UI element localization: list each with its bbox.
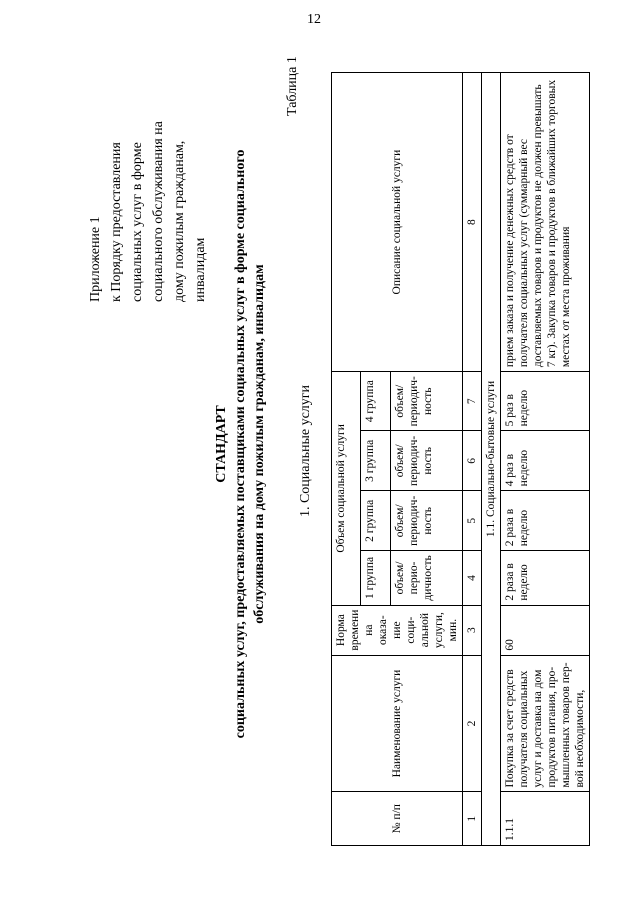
row-group-1: 2 раза в неделю <box>501 551 590 605</box>
header-volume: Объем социальной услуги <box>332 372 361 605</box>
header-group-1: 1 группа <box>361 551 390 605</box>
row-description: прием заказа и получение денежных средств от получателя социальных услуг (суммарный вес доставляемых товаров и продуктов не должен превышать 7 кг). Закупка товаров и продуктов в ближайших торговых местах от места проживания <box>501 73 590 372</box>
col-number: 5 <box>463 491 482 551</box>
header-group-4: 4 группа <box>361 372 390 431</box>
appendix-line: Приложение 1 <box>88 216 103 302</box>
title-line-2: обслуживания на дому пожилым гражданам, инвалидам <box>252 264 267 624</box>
row-group-2: 2 раза в неделю <box>501 491 590 551</box>
header-num: № п/п <box>332 792 463 846</box>
header-name: Наименование услуги <box>332 655 463 792</box>
group-sub-1: объем/ перио-дичность <box>390 551 462 605</box>
row-num: 1.1.1 <box>501 792 590 846</box>
row-group-4: 5 раз в неделю <box>501 372 590 431</box>
subsection-heading: 1.1. Социально-бытовые услуги <box>482 73 501 846</box>
title-main: СТАНДАРТ <box>214 405 229 483</box>
header-description: Описание социальной услуги <box>332 73 463 372</box>
group-sub-4: объем/ периодич-ность <box>390 372 462 431</box>
title-line-1: социальных услуг, предоставляемых поставщиками социальных услуг в форме социального <box>233 149 248 739</box>
row-group-3: 4 раз в неделю <box>501 431 590 491</box>
table-label: Таблица 1 <box>285 56 300 116</box>
col-number: 6 <box>463 431 482 491</box>
appendix-line: социального обслуживания на <box>151 121 166 302</box>
column-number-row <box>463 73 482 846</box>
row-name: Покупка за счет средств получателя социальных услуг и доставка на дом продуктов питания, про-мышленных товаров пер-вой необходимости, <box>501 655 590 792</box>
row-norm: 60 <box>501 605 590 655</box>
header-group-2: 2 группа <box>361 491 390 551</box>
subsection-row <box>482 73 501 846</box>
appendix-line: к Порядку предоставления <box>109 142 124 302</box>
group-sub-2: объем/ периодич-ность <box>390 491 462 551</box>
page-number: 12 <box>307 12 321 27</box>
header-group-3: 3 группа <box>361 431 390 491</box>
appendix-line: социальных услуг в форме <box>130 142 145 302</box>
table-row <box>501 73 590 846</box>
col-number: 2 <box>463 655 482 792</box>
header-norm: Норма времени на оказа-ние соци-альной услуги, мин. <box>332 605 463 655</box>
col-number: 3 <box>463 605 482 655</box>
col-number: 1 <box>463 792 482 846</box>
header-row <box>332 73 361 846</box>
document-title <box>212 104 269 784</box>
col-number: 4 <box>463 551 482 605</box>
appendix-line: инвалидам <box>193 237 208 302</box>
appendix-line: дому пожилым гражданам, <box>172 140 187 302</box>
section-heading: 1. Социальные услуги <box>298 384 313 518</box>
col-number: 7 <box>463 372 482 431</box>
col-number: 8 <box>463 73 482 372</box>
group-sub-3: объем/ периодич-ность <box>390 431 462 491</box>
appendix-block <box>85 12 211 302</box>
standard-table <box>331 72 590 846</box>
